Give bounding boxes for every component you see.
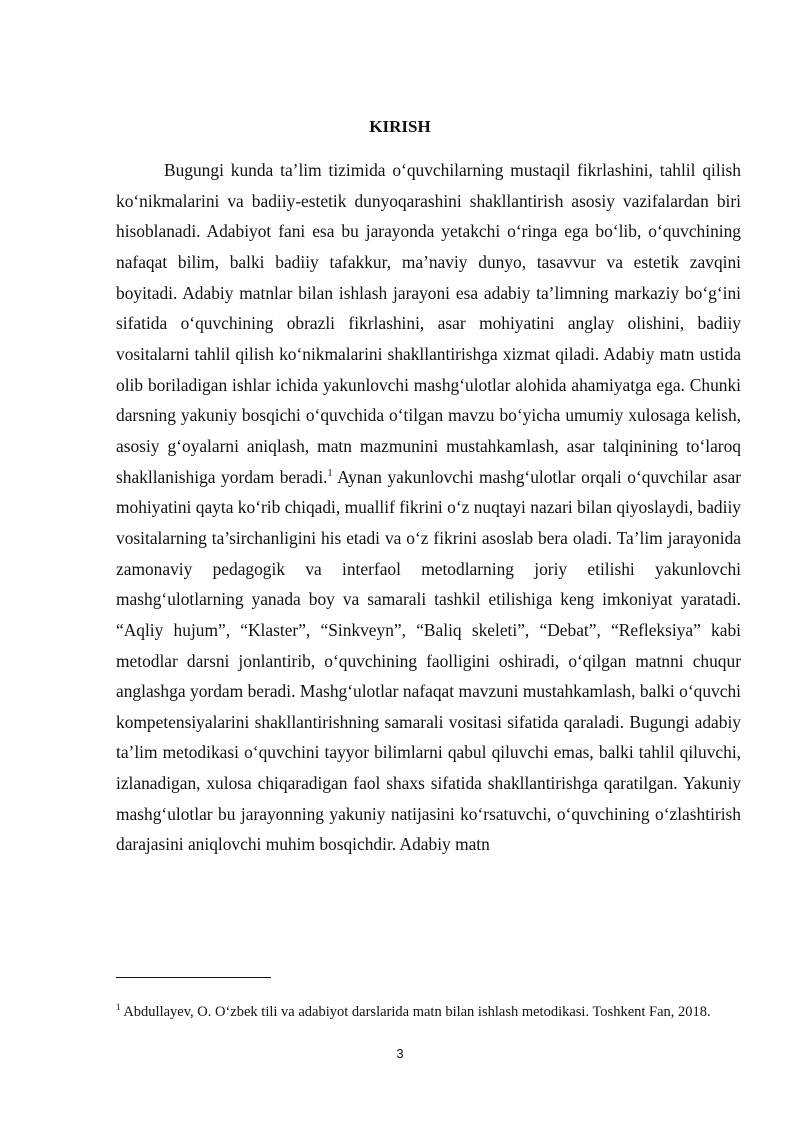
- footnote-separator: [116, 977, 271, 978]
- footnote-reference[interactable]: 1: [327, 467, 333, 479]
- footnote-marker: 1: [116, 1002, 121, 1013]
- body-paragraph: [116, 155, 741, 860]
- page-number: 3: [396, 1046, 404, 1061]
- body-text-part-2: Aynan yakunlovchi mashg‘ulotlar orqali o‘quvchilar asar mohiyatini qayta ko‘rib chiqadi, muallif fikrini o‘z nuqtayi nazari bilan qiyoslaydi, badiiy vositalarning ta’sirchanligini his etadi va o‘z fikrini asoslab bera oladi. Ta’lim jarayonida zamonaviy pedagogik va interfaol metodlarning joriy etilishi yakunlovchi mashg‘ulotlarning yanada boy va samarali tashkil etilishiga keng imkoniyat yaratadi. “Aqliy hujum”, “Klaster”, “Sinkveyn”, “Baliq skeleti”, “Debat”, “Refleksiya” kabi metodlar darsni jonlantirib, o‘quvchining faolligini oshiradi, o‘qilgan matnni chuqur anglashga yordam beradi. Mashg‘ulotlar nafaqat mavzuni mustahkamlash, balki o‘quvchi kompetensiyalarini shakllantirishning samarali vositasi sifatida qaraladi. Bugungi adabiy ta’lim metodikasi o‘quvchini tayyor bilimlarni qabul qiluvchi emas, balki tahlil qiluvchi, izlanadigan, xulosa chiqaradigan faol shaxs sifatida shakllantirishga qaratilgan. Yakuniy mashg‘ulotlar bu jarayonning yakuniy natijasini ko‘rsatuvchi, o‘quvchining o‘zlashtirish darajasini aniqlovchi muhim bosqichdir. Adabiy matn: [116, 466, 741, 855]
- section-title: KIRISH: [369, 117, 431, 136]
- body-text-part-1: Bugungi kunda ta’lim tizimida o‘quvchilarning mustaqil fikrlashini, tahlil qilish ko‘nikmalarini va badiiy-estetik dunyoqarashini shakllantirish asosiy vazifalardan biri hisoblanadi. Adabiyot fani esa bu jarayonda yetakchi o‘ringa ega bo‘lib, o‘quvchining nafaqat bilim, balki badiiy tafakkur, ma’naviy dunyo, tasavvur va estetik zavqini boyitadi. Adabiy matnlar bilan ishlash jarayoni esa adabiy ta’limning markaziy bo‘g‘ini sifatida o‘quvchining obrazli fikrlashini, asar mohiyatini anglay olishini, badiiy vositalarni tahlil qilish ko‘nikmalarini shakllantirishga xizmat qiladi. Adabiy matn ustida olib boriladigan ishlar ichida yakunlovchi mashg‘ulotlar alohida ahamiyatga ega. Chunki darsning yakuniy bosqichi o‘quvchida o‘tilgan mavzu bo‘yicha umumiy xulosaga kelish, asosiy g‘oyalarni aniqlash, matn mazmunini mustahkamlash, asar talqinining to‘laroq shakllanishiga yordam beradi.: [116, 160, 741, 487]
- footnote: [116, 998, 744, 1026]
- footnote-text: Abdullayev, O. O‘zbek tili va adabiyot darslarida matn bilan ishlash metodikasi. Toshkent Fan, 2018.: [120, 1004, 711, 1020]
